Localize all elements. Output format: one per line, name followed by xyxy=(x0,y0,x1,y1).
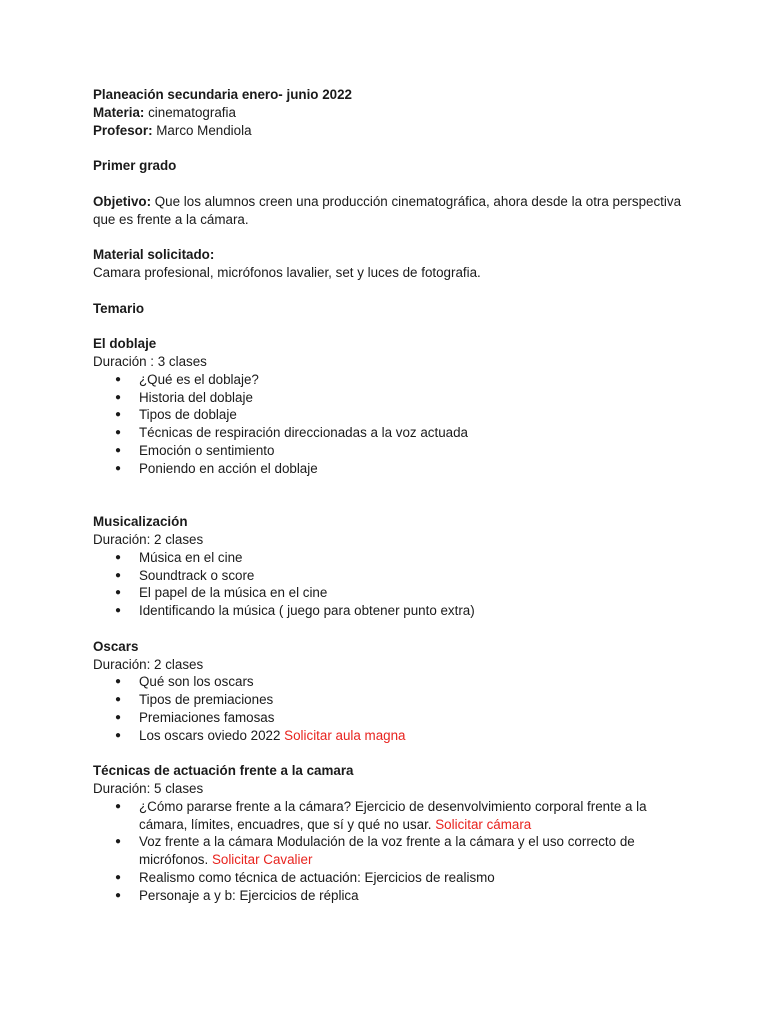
bullet-icon: ● xyxy=(115,427,122,439)
list-item xyxy=(93,833,693,869)
section-musicalizacion xyxy=(93,513,693,620)
list-item-text: ¿Qué es el doblaje? xyxy=(139,371,259,387)
list-item xyxy=(93,798,693,834)
section-doblaje xyxy=(93,335,693,477)
bullet-icon: ● xyxy=(115,872,122,884)
document-page xyxy=(93,86,693,905)
section-oscars xyxy=(93,638,693,745)
objetivo-label: Objetivo: xyxy=(93,193,152,209)
list-item-text: Soundtrack o score xyxy=(139,567,255,583)
list-item xyxy=(93,691,693,709)
materia-label: Materia: xyxy=(93,104,145,120)
section-duration: Duración: 2 clases xyxy=(93,531,204,547)
bullet-icon: ● xyxy=(115,729,122,741)
topic-list xyxy=(93,549,693,620)
objetivo-text: Que los alumnos creen una producción cinematográfica, ahora desde la otra perspectiva que es frente a la cámara. xyxy=(93,193,682,227)
list-item xyxy=(93,460,693,478)
bullet-icon: ● xyxy=(115,444,122,456)
bullet-icon: ● xyxy=(115,409,122,421)
section-title: Oscars xyxy=(93,638,139,654)
topic-list xyxy=(93,798,693,905)
bullet-icon: ● xyxy=(115,711,122,723)
list-item xyxy=(93,869,693,887)
section-title: El doblaje xyxy=(93,336,157,352)
list-item xyxy=(93,549,693,567)
bullet-icon: ● xyxy=(115,836,122,848)
bullet-icon: ● xyxy=(115,373,122,385)
bullet-icon: ● xyxy=(115,694,122,706)
list-item-text: Voz frente a la cámara Modulación de la voz frente a la cámara y el uso correcto de micrófonos. xyxy=(139,834,635,868)
list-item-text: Emoción o sentimiento xyxy=(139,442,275,458)
materia-value: cinematografia xyxy=(144,104,236,120)
section-title: Técnicas de actuación frente a la camara xyxy=(93,763,354,779)
list-item-text: Premiaciones famosas xyxy=(139,709,275,725)
bullet-icon: ● xyxy=(115,889,122,901)
list-item xyxy=(93,709,693,727)
objetivo-paragraph xyxy=(93,193,693,229)
list-item xyxy=(93,371,693,389)
list-item-text: Música en el cine xyxy=(139,549,243,565)
list-item-text: Realismo como técnica de actuación: Ejercicios de realismo xyxy=(139,870,495,886)
material-text: Camara profesional, micrófonos lavalier, set y luces de fotografia. xyxy=(93,264,481,280)
bullet-icon: ● xyxy=(115,462,122,474)
list-item xyxy=(93,602,693,620)
list-item-text: El papel de la música en el cine xyxy=(139,585,328,601)
bullet-icon: ● xyxy=(115,391,122,403)
list-item xyxy=(93,727,693,745)
section-title: Musicalización xyxy=(93,514,188,530)
bullet-icon: ● xyxy=(115,800,122,812)
bullet-icon: ● xyxy=(115,605,122,617)
profesor-line xyxy=(93,122,693,140)
list-item-text: Qué son los oscars xyxy=(139,674,254,690)
list-item-text: ¿Cómo pararse frente a la cámara? Ejercicio de desenvolvimiento corporal frente a la cámara, límites, encuadres, que sí y qué no usar. xyxy=(139,798,647,832)
section-duration: Duración: 2 clases xyxy=(93,656,204,672)
materia-line xyxy=(93,104,693,122)
list-item-text: Identificando la música ( juego para obtener punto extra) xyxy=(139,603,475,619)
list-item xyxy=(93,442,693,460)
bullet-icon: ● xyxy=(115,569,122,581)
topic-list xyxy=(93,371,693,478)
profesor-value: Marco Mendiola xyxy=(152,122,252,138)
list-item-text: Personaje a y b: Ejercicios de réplica xyxy=(139,887,359,903)
list-item-text: Historia del doblaje xyxy=(139,389,253,405)
profesor-label: Profesor: xyxy=(93,122,153,138)
list-item-text: Tipos de doblaje xyxy=(139,407,237,423)
list-item xyxy=(93,567,693,585)
list-item-text: Los oscars oviedo 2022 xyxy=(139,727,285,743)
list-item-text: Técnicas de respiración direccionadas a la voz actuada xyxy=(139,425,468,441)
bullet-icon: ● xyxy=(115,551,122,563)
list-item xyxy=(93,673,693,691)
temario-heading: Temario xyxy=(93,300,145,316)
material-label: Material solicitado: xyxy=(93,247,215,263)
topic-list xyxy=(93,673,693,744)
list-item-text: Tipos de premiaciones xyxy=(139,692,274,708)
grado-heading: Primer grado xyxy=(93,158,177,174)
section-tecnicas-actuacion xyxy=(93,762,693,904)
list-item-text: Poniendo en acción el doblaje xyxy=(139,460,318,476)
section-duration: Duración : 3 clases xyxy=(93,353,207,369)
request-note: Solicitar cámara xyxy=(435,816,532,832)
request-note: Solicitar Cavalier xyxy=(211,852,313,868)
list-item xyxy=(93,389,693,407)
list-item xyxy=(93,406,693,424)
list-item xyxy=(93,424,693,442)
list-item xyxy=(93,584,693,602)
list-item xyxy=(93,887,693,905)
request-note: Solicitar aula magna xyxy=(284,727,406,743)
document-title: Planeación secundaria enero- junio 2022 xyxy=(93,87,352,102)
bullet-icon: ● xyxy=(115,676,122,688)
section-duration: Duración: 5 clases xyxy=(93,781,204,797)
bullet-icon: ● xyxy=(115,587,122,599)
